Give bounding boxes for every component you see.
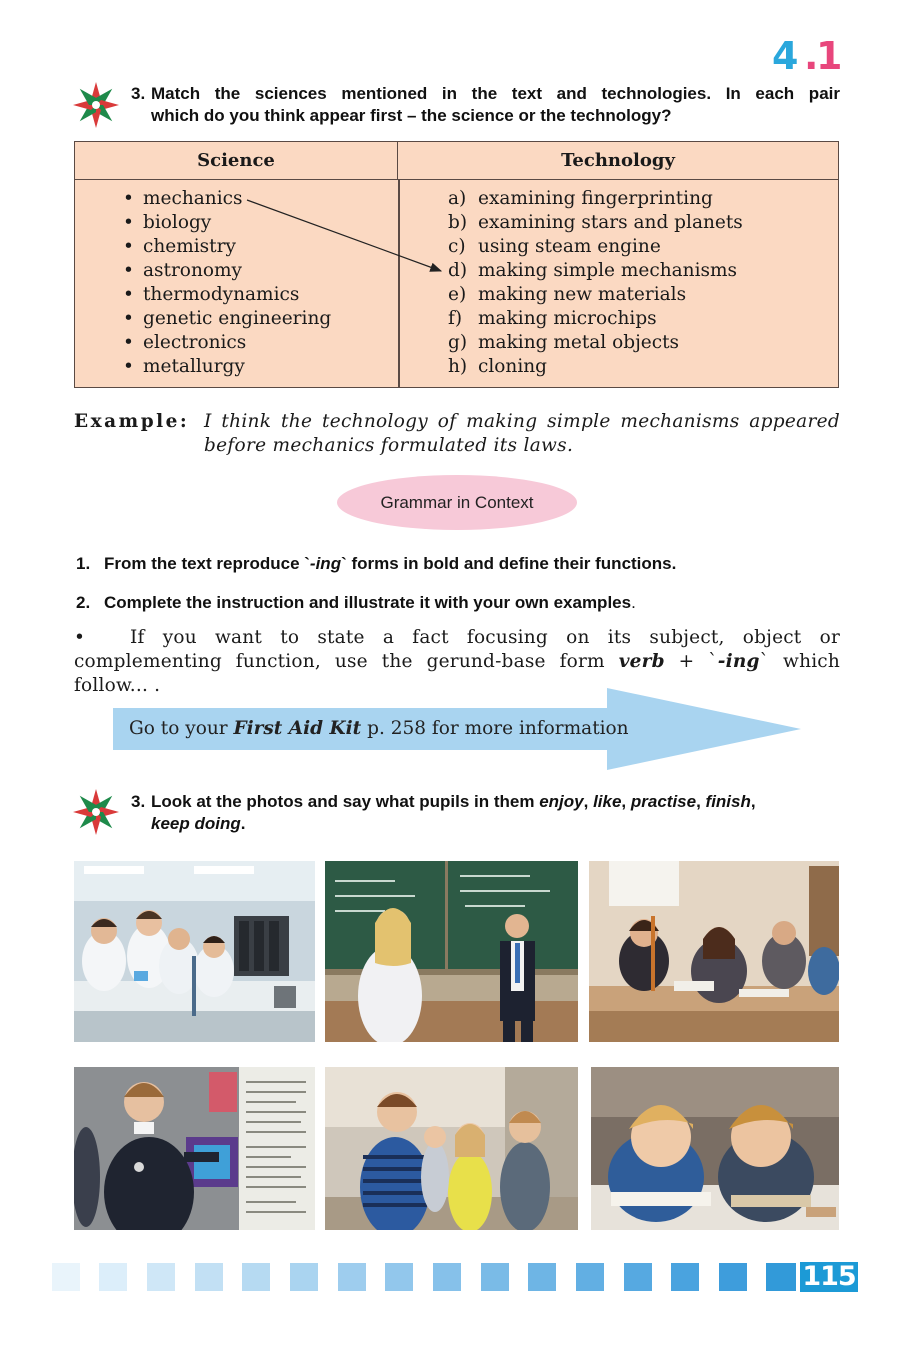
science-item: • genetic engineering [123, 307, 331, 331]
classroom-experiment-photo [589, 861, 839, 1042]
verb-term: verb [618, 651, 665, 672]
footer-square [385, 1263, 413, 1291]
technology-item: e) making new materials [448, 284, 687, 305]
technology-item: g) making metal objects [448, 332, 680, 353]
footer-square [719, 1263, 747, 1291]
footer-decoration [0, 1263, 800, 1291]
grammar-item-2: 2. Complete the instruction and illustrate it with your own examples. [76, 593, 636, 612]
science-column-header: Science [75, 142, 398, 180]
matching-table [74, 141, 839, 388]
technology-item: c) using steam engine [448, 236, 661, 257]
first-aid-kit-title: First Aid Kit [233, 718, 362, 739]
technology-item: a) examining fingerprinting [448, 188, 713, 209]
chemistry-lab-photo [74, 861, 315, 1042]
science-list [123, 187, 331, 379]
instruction-paragraph: • If you want to state a fact focusing on its subject, object or complementing function, use the gerund-base form verb + `-ing` which follow... . [74, 627, 840, 696]
unit-sub-number: 1 [816, 34, 843, 78]
task-match-instruction [131, 83, 840, 127]
footer-square [242, 1263, 270, 1291]
grammar-item-1: 1. From the text reproduce `-ing` forms in bold and define their functions. [76, 554, 677, 573]
footer-square [147, 1263, 175, 1291]
grammar-in-context-title: Grammar in Context [337, 475, 577, 530]
unit-number-badge [770, 34, 843, 78]
footer-square [290, 1263, 318, 1291]
science-item: • biology [123, 211, 331, 235]
task-photos-instruction: 3. Look at the photos and say what pupils in them enjoy, like, practise, finish, keep doing. [131, 792, 756, 833]
footer-square [52, 1263, 80, 1291]
instruction-bullet: • [74, 627, 86, 648]
footer-square [624, 1263, 652, 1291]
star-icon [72, 81, 120, 129]
column-divider [398, 180, 400, 387]
footer-square [481, 1263, 509, 1291]
blackboard-classroom-photo [325, 861, 578, 1042]
unit-dot: . [804, 34, 819, 78]
footer-square [433, 1263, 461, 1291]
footer-square [528, 1263, 556, 1291]
footer-square [99, 1263, 127, 1291]
science-item: • metallurgy [123, 355, 331, 379]
page-number: 115 [800, 1262, 858, 1292]
technology-column-header: Technology [398, 142, 838, 180]
pupils-chatting-photo [325, 1067, 578, 1230]
technology-item: d) making simple mechanisms [448, 260, 738, 281]
unit-main-number: 4 [772, 34, 797, 78]
footer-square [195, 1263, 223, 1291]
science-item: • mechanics [123, 187, 331, 211]
technology-item: f) making microchips [448, 308, 657, 329]
pupils-reading-photo [591, 1067, 839, 1230]
task-line-1: Match the sciences mentioned in the text and technologies. In each pair [151, 84, 840, 103]
technology-item: h) cloning [448, 356, 548, 377]
footer-square [766, 1263, 796, 1291]
science-item: • electronics [123, 331, 331, 355]
footer-square [671, 1263, 699, 1291]
science-item: • astronomy [123, 259, 331, 283]
science-item: • thermodynamics [123, 283, 331, 307]
technology-item: b) examining stars and planets [448, 212, 743, 233]
footer-square [338, 1263, 366, 1291]
science-item: • chemistry [123, 235, 331, 259]
task-line-2: which do you think appear first – the science or the technology? [151, 106, 672, 125]
footer-square [576, 1263, 604, 1291]
task-number: 3. [131, 84, 146, 103]
star-icon [72, 788, 120, 836]
ing-term: -ing [717, 651, 760, 672]
example-label: Example: [74, 411, 190, 432]
example-text: I think the technology of making simple mechanisms appeared before mechanics formulated its laws. [204, 411, 840, 456]
technology-list [448, 187, 743, 379]
first-aid-reference: Go to your First Aid Kit p. 258 for more information [129, 718, 629, 739]
science-fair-photo [74, 1067, 315, 1230]
